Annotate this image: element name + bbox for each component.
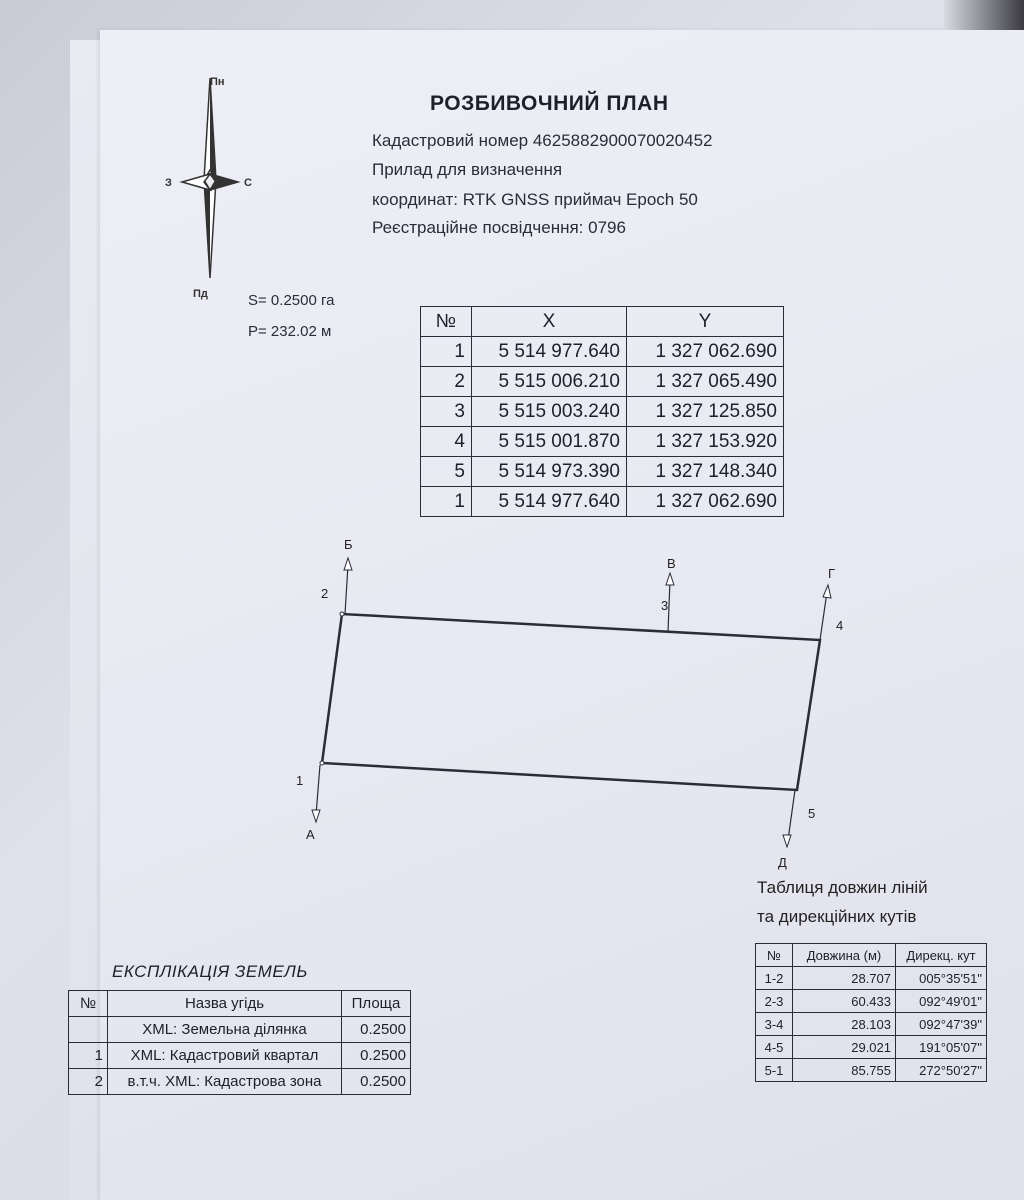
cell-y: 1 327 153.920 xyxy=(627,427,784,457)
column-header: Назва угідь xyxy=(108,991,342,1017)
point-label: 5 xyxy=(808,806,816,821)
cell-length: 28.103 xyxy=(793,1013,896,1036)
cell-number: 1 xyxy=(421,337,472,367)
explication-table xyxy=(68,990,411,1095)
cell-area: 0.2500 xyxy=(342,1043,411,1069)
table-row xyxy=(756,1036,987,1059)
arrow-line-4 xyxy=(820,592,827,640)
arrow-line-3 xyxy=(668,580,670,632)
table-header-row xyxy=(69,991,411,1017)
lines-table-title: Таблиця довжин ліній xyxy=(757,878,928,897)
cell-length: 60.433 xyxy=(793,990,896,1013)
vertex-marker xyxy=(340,612,344,616)
cell-angle: 005°35'51" xyxy=(896,967,987,990)
compass-south-label: Пд xyxy=(193,288,208,300)
cell-segment: 5-1 xyxy=(756,1059,793,1082)
cell-x: 5 514 973.390 xyxy=(472,457,627,487)
cell-number: 4 xyxy=(421,427,472,457)
column-header: X xyxy=(472,307,627,337)
cell-number xyxy=(69,1017,108,1043)
compass-east-label: С xyxy=(244,177,252,189)
cell-segment: 2-3 xyxy=(756,990,793,1013)
column-header: Y xyxy=(627,307,784,337)
cell-y: 1 327 062.690 xyxy=(627,487,784,517)
cell-number: 5 xyxy=(421,457,472,487)
cell-y: 1 327 148.340 xyxy=(627,457,784,487)
arrowhead-down-icon xyxy=(312,810,320,822)
column-header: № xyxy=(756,944,793,967)
lines-table xyxy=(755,943,987,1082)
table-row xyxy=(69,1017,411,1043)
arrowhead-up-icon xyxy=(344,558,352,570)
cell-name: XML: Кадастровий квартал xyxy=(108,1043,342,1069)
cell-number: 2 xyxy=(69,1069,108,1095)
perimeter-value: P= 232.02 м xyxy=(248,323,332,340)
table-row xyxy=(69,1069,411,1095)
cell-length: 29.021 xyxy=(793,1036,896,1059)
point-label: 2 xyxy=(321,586,329,601)
page-title: РОЗБИВОЧНИЙ ПЛАН xyxy=(430,92,669,115)
arrow-label: В xyxy=(667,556,676,571)
cell-angle: 272°50'27" xyxy=(896,1059,987,1082)
point-label: 3 xyxy=(661,598,669,613)
arrow-label: Б xyxy=(344,537,353,552)
device-line-2: координат: RTK GNSS приймач Epoch 50 xyxy=(372,190,698,209)
vertex-marker xyxy=(320,761,324,765)
plot-boundary xyxy=(322,614,820,790)
cadastral-number: Кадастровий номер 4625882900070020452 xyxy=(372,131,713,150)
cell-name: в.т.ч. XML: Кадастрова зона xyxy=(108,1069,342,1095)
cell-area: 0.2500 xyxy=(342,1017,411,1043)
arrow-label: Г xyxy=(828,566,836,581)
cell-x: 5 514 977.640 xyxy=(472,487,627,517)
cell-y: 1 327 065.490 xyxy=(627,367,784,397)
arrowhead-up-icon xyxy=(666,573,674,585)
cell-number: 1 xyxy=(69,1043,108,1069)
column-header: № xyxy=(421,307,472,337)
cell-number: 1 xyxy=(421,487,472,517)
compass-north-label: Пн xyxy=(210,76,225,88)
table-row xyxy=(756,1059,987,1082)
table-header-row xyxy=(756,944,987,967)
arrowhead-up-icon xyxy=(823,585,831,598)
column-header: Площа xyxy=(342,991,411,1017)
cell-angle: 092°49'01" xyxy=(896,990,987,1013)
cell-angle: 191°05'07" xyxy=(896,1036,987,1059)
point-label: 4 xyxy=(836,618,844,633)
registration-number: Реєстраційне посвідчення: 0796 xyxy=(372,218,626,237)
cell-segment: 3-4 xyxy=(756,1013,793,1036)
cell-name: XML: Земельна ділянка xyxy=(108,1017,342,1043)
cell-x: 5 515 006.210 xyxy=(472,367,627,397)
cell-area: 0.2500 xyxy=(342,1069,411,1095)
cell-length: 28.707 xyxy=(793,967,896,990)
arrow-label: Д xyxy=(778,855,787,870)
column-header: № xyxy=(69,991,108,1017)
arrow-label: А xyxy=(306,827,315,842)
compass-west-label: З xyxy=(165,177,172,189)
column-header: Довжина (м) xyxy=(793,944,896,967)
cell-x: 5 514 977.640 xyxy=(472,337,627,367)
table-row xyxy=(756,967,987,990)
cell-x: 5 515 003.240 xyxy=(472,397,627,427)
device-line-1: Прилад для визначення xyxy=(372,160,563,179)
point-label: 1 xyxy=(296,773,304,788)
table-row xyxy=(69,1043,411,1069)
cell-number: 3 xyxy=(421,397,472,427)
lines-table-subtitle: та дирекційних кутів xyxy=(757,907,917,926)
arrow-line-5 xyxy=(788,790,795,840)
area-value: S= 0.2500 га xyxy=(248,292,335,309)
cell-y: 1 327 125.850 xyxy=(627,397,784,427)
cell-x: 5 515 001.870 xyxy=(472,427,627,457)
cell-segment: 1-2 xyxy=(756,967,793,990)
explication-title: ЕКСПЛІКАЦІЯ ЗЕМЕЛЬ xyxy=(112,962,308,981)
cell-number: 2 xyxy=(421,367,472,397)
arrow-line-1 xyxy=(316,765,320,815)
column-header: Дирекц. кут xyxy=(896,944,987,967)
arrow-line-2 xyxy=(345,565,348,614)
table-row xyxy=(756,1013,987,1036)
table-row xyxy=(756,990,987,1013)
cell-angle: 092°47'39" xyxy=(896,1013,987,1036)
cell-y: 1 327 062.690 xyxy=(627,337,784,367)
arrowhead-down-icon xyxy=(783,835,791,847)
cell-segment: 4-5 xyxy=(756,1036,793,1059)
cell-length: 85.755 xyxy=(793,1059,896,1082)
